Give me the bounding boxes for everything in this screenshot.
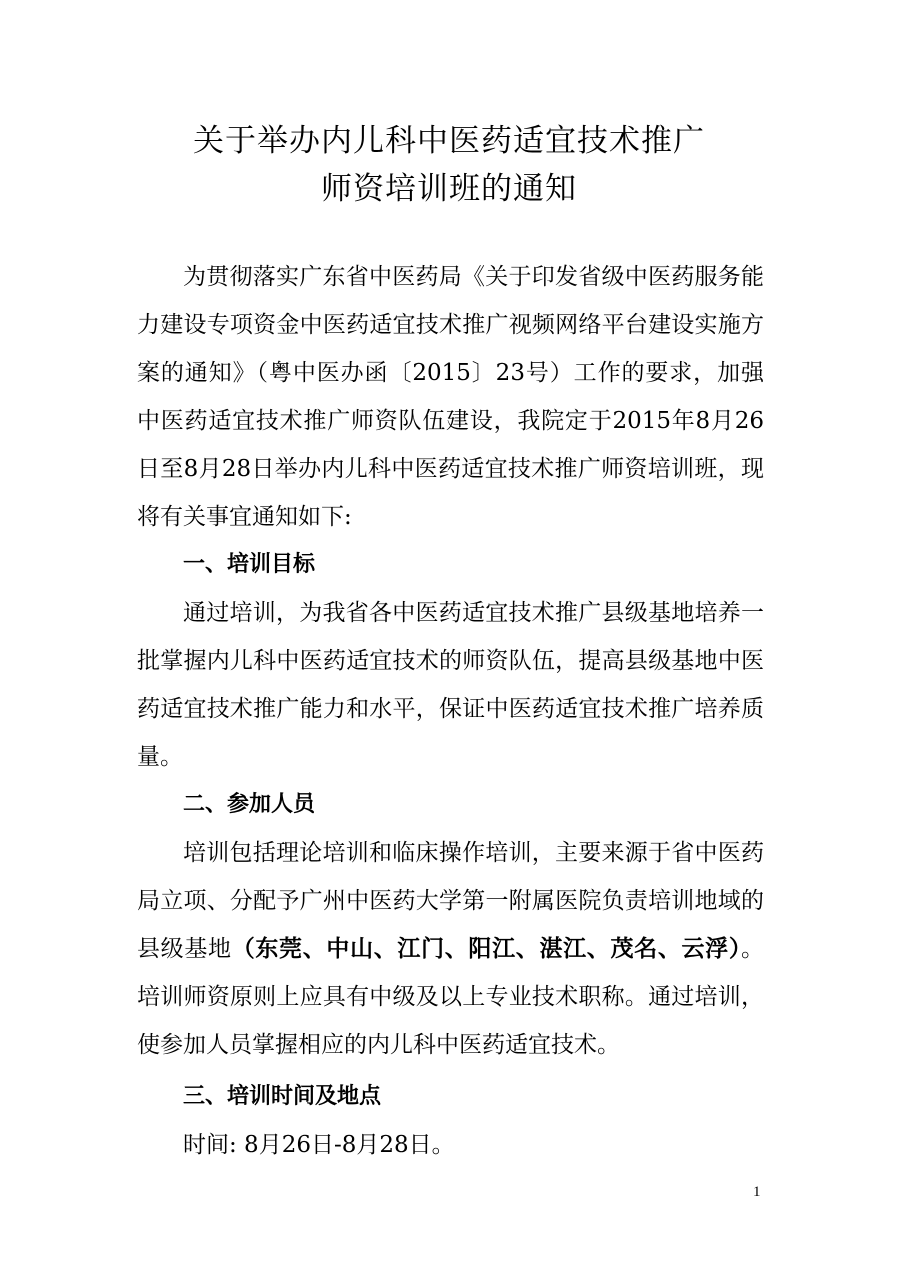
participants-regions-bold: （东莞、中山、江门、阳江、湛江、茂名、云浮） xyxy=(231,936,742,962)
section-heading-time-location: 三、培训时间及地点 xyxy=(183,1084,382,1109)
document-title-line-2: 师资培训班的通知 xyxy=(321,171,577,207)
document-title-line-1: 关于举办内儿科中医药适宜技术推广 xyxy=(193,123,705,159)
intro-paragraph: 为贯彻落实广东省中医药局《关于印发省级中医药服务能力建设专项资金中医药适宜技术推广视频网络平台建设实施方案的通知》（粤中医办函〔2015〕23号）工作的要求，加强中医药适宜技术推广师资队伍建设，我院定于2015年8月26日至8月28日举办内儿科中医药适宜技术推广师资培训班，现将有关事宜通知如下: xyxy=(137,264,764,530)
participants-text-part-1: 培训包括理论培训和临床操作培训，主要来源于省中医药局立项、分配予广州中医药大学第一附属医院负责培训地域的县级基地 xyxy=(137,840,764,962)
participants-text-part-2: 。培训师资原则上应具有中级及以上专业技术职称。通过培训，使参加人员掌握相应的内儿科中医药适宜技术。 xyxy=(137,936,765,1058)
page-number: 1 xyxy=(753,1184,761,1200)
section-text-training-goal: 通过培训，为我省各中医药适宜技术推广县级基地培养一批掌握内儿科中医药适宜技术的师资队伍，提高县级基地中医药适宜技术推广能力和水平，保证中医药适宜技术推广培养质量。 xyxy=(137,600,764,770)
section-heading-training-goal: 一、培训目标 xyxy=(183,552,316,577)
document-body xyxy=(137,253,764,1169)
section-heading-participants: 二、参加人员 xyxy=(183,792,316,817)
section-text-participants xyxy=(137,829,764,1069)
section-text-time: 时间: 8月26日-8月28日。 xyxy=(183,1132,455,1158)
